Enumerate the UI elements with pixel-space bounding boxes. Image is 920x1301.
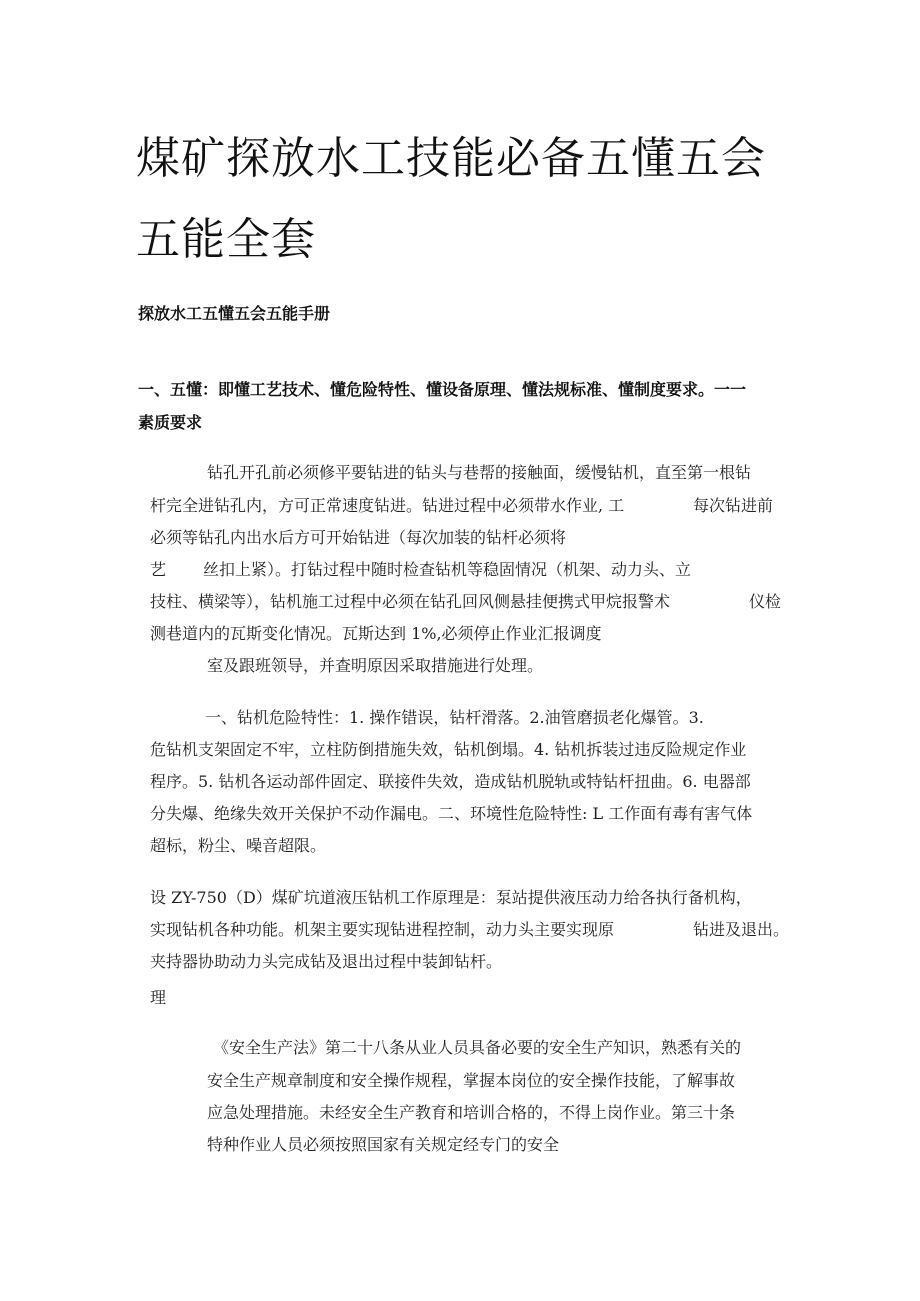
document-title-line2: 五能全套 [136,214,316,265]
craft-line: 技柱、横梁等），钻机施工过程中必须在钻孔回风侧悬挂便携式甲烷报警术 [150,592,671,611]
law-line: 应急处理措施。未经安全生产教育和培训合格的，不得上岗作业。第三十条 [207,1103,736,1122]
craft-line: 测巷道内的瓦斯变化情况。瓦斯达到 1%,必须停止作业汇报调度 [150,624,602,643]
equipment-side-label: 理 [150,988,167,1007]
law-line: 《安全生产法》第二十八条从业人员具备必要的安全生产知识，熟悉有关的 [213,1038,742,1057]
craft-line: 丝扣上紧）。打钻过程中随时检查钻机等稳固情况（机架、动力头、立 [203,560,692,579]
craft-line: 仪检 [749,592,782,611]
hazard-line: 分失爆、绝缘失效开关保护不动作漏电。二、环境性危险特性: L 工作面有毒有害气体 [150,804,753,823]
equipment-line: 实现钻机各种功能。机架主要实现钻进程控制，动力头主要实现原 [150,920,615,939]
law-line: 特种作业人员必须按照国家有关规定经专门的安全 [207,1135,560,1154]
document-subtitle: 探放水工五懂五会五能手册 [138,304,331,323]
equipment-line: 夹持器协助动力头完成钻及退出过程中装卸钻杆。 [150,952,503,971]
document-title-line1: 煤矿探放水工技能必备五懂五会 [136,133,766,184]
craft-line: 室及跟班领导，并查明原因采取措施进行处理。 [207,656,544,675]
equipment-line: 设 ZY-750（D）煤矿坑道液压钻机工作原理是：泵站提供液压动力给各执行备机构， [150,888,752,907]
hazard-line: 危钻机支架固定不牢，立柱防倒措施失效，钻机倒塌。4. 钻机拆装过违反险规定作业 [150,740,747,759]
craft-line: 杆完全进钻孔内，方可正常速度钻进。钻进过程中必须带水作业, 工 [150,496,625,515]
craft-line: 钻孔开孔前必须修平要钻进的钻头与巷帮的接触面，缓慢钻机，直至第一根钻 [207,463,752,482]
section-heading-line1: 一、五懂：即懂工艺技术、懂危险特性、懂设备原理、懂法规标准、懂制度要求。一一 [138,380,747,399]
hazard-line: 一、钻机危险特性：1. 操作错误，钻杆滑落。2.油管磨损老化爆管。3. [205,708,704,727]
craft-side-label: 艺 [150,560,167,579]
hazard-line: 程序。5. 钻机各运动部件固定、联接件失效，造成钻机脱轨或特钻杆扭曲。6. 电器部 [150,772,751,791]
craft-line: 每次钻进前 [693,496,774,515]
law-line: 安全生产规章制度和安全操作规程，掌握本岗位的安全操作技能，了解事故 [207,1071,736,1090]
section-heading-line2: 素质要求 [138,413,203,432]
craft-line: 必须等钻孔内出水后方可开始钻进（每次加装的钻杆必须将 [150,528,567,547]
equipment-line: 钻进及退出。 [693,920,790,939]
hazard-line: 超标，粉尘、噪音超限。 [150,836,327,855]
